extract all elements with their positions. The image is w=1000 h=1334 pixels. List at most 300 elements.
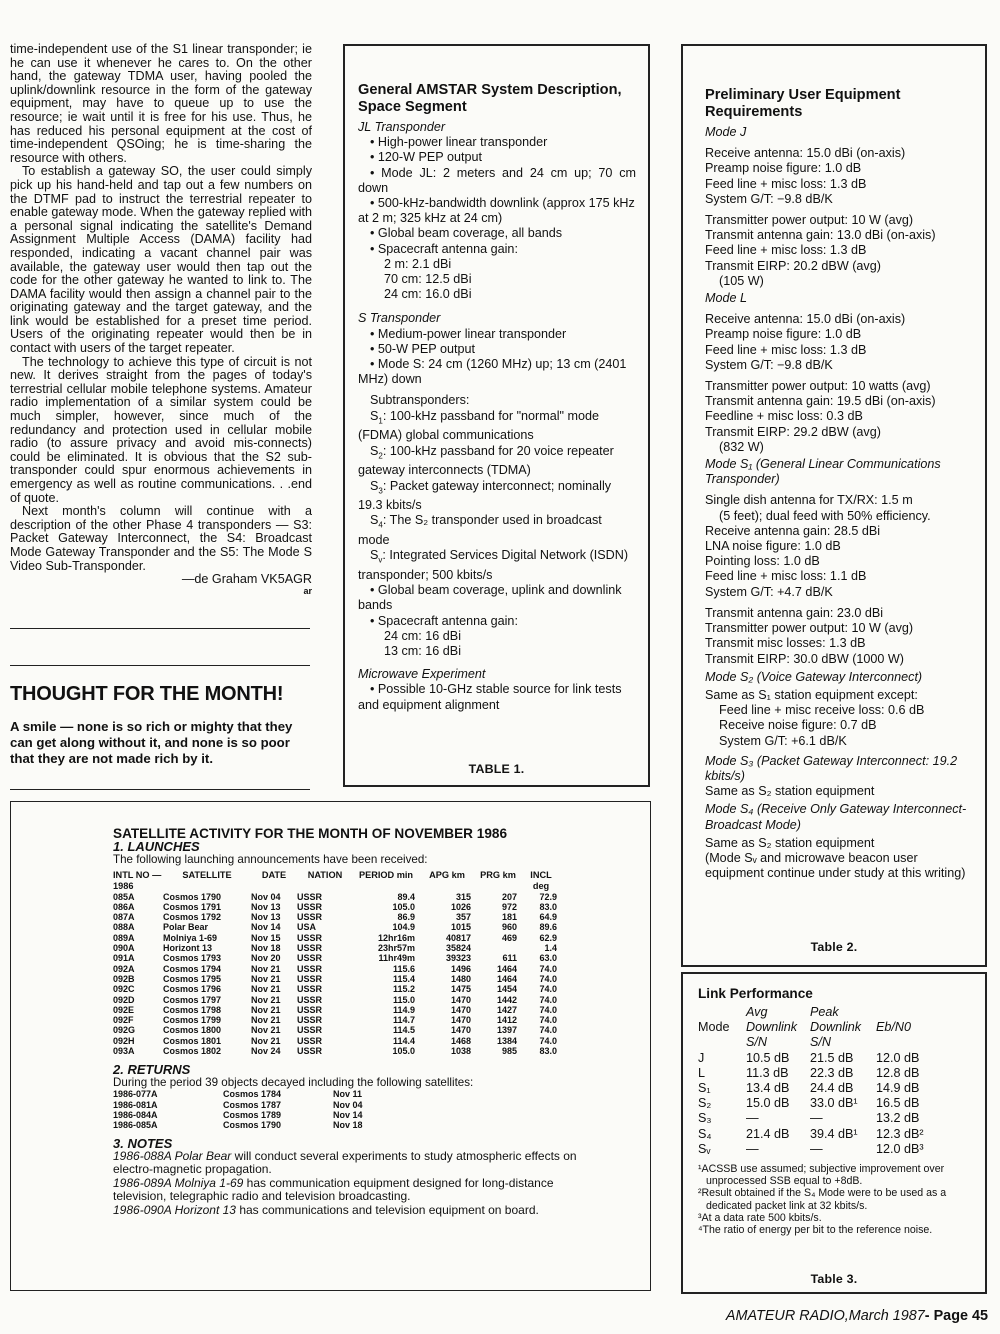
table-cell: Cosmos 1797 xyxy=(163,994,222,1005)
table-cell: 16.5 dB xyxy=(876,1096,920,1111)
list-item: • Possible 10-GHz stable source for link tests and equipment alignment xyxy=(358,682,622,712)
table1-caption: TABLE 1. xyxy=(468,762,525,776)
table-cell: S₁ xyxy=(698,1081,711,1096)
article-paragraph: The technology to achieve this type of circuit is not new. It derives straight from the pages of today's terrestrial cellular mobile telephone systems. Amateur radio implementation of a similar system could be much simpler, however, since much of the redundancy and protection used in cellular mobile radio (to assure privacy and avoid mis-connects) could be eliminated. It is obvious that the S2 sub-transponder could spur enormous achievements in emergency as well as routine communications. . .end of quote. xyxy=(10,354,312,505)
table-cell: 63.0 xyxy=(539,953,557,964)
table-cell: 23hr57m xyxy=(377,943,415,954)
table-cell: USSR xyxy=(297,891,323,902)
table-cell: 83.0 xyxy=(539,901,557,912)
list-item: • 500-kHz-bandwidth downlink (approx 175 kHz at 2 m; 325 kHz at 24 cm) xyxy=(358,196,635,226)
returns-table xyxy=(113,1089,393,1130)
table-cell: Cosmos 1794 xyxy=(163,963,222,974)
table-cell: Cosmos 1802 xyxy=(163,1046,222,1057)
spec-line: (5 feet); dual feed with 50% efficiency. xyxy=(719,508,931,523)
spec-line: Same as S₂ station equipment xyxy=(705,784,875,799)
spec-line: Feed line + misc loss: 1.1 dB xyxy=(705,569,867,584)
table-cell: 115.2 xyxy=(392,984,415,995)
spec-line: Transmit EIRP: 30.0 dBW (1000 W) xyxy=(705,651,904,666)
table-cell: 72.9 xyxy=(539,891,557,902)
table2-content xyxy=(705,87,973,881)
table-cell: 087A xyxy=(113,912,135,923)
note-text: will conduct several experiments to study atmospheric effects on electro-magnetic propagation. xyxy=(113,1148,577,1177)
spec-line: Transmit antenna gain: 19.5 dBi (on-axis) xyxy=(705,394,936,409)
table-cell: S₄ xyxy=(698,1126,712,1141)
table-cell: 39323 xyxy=(445,953,471,964)
table1-box xyxy=(343,44,650,787)
table-cell: 092F xyxy=(113,1015,134,1026)
spec-line: Transmitter power output: 10 watts (avg) xyxy=(705,379,931,394)
notes-heading: 3. NOTES xyxy=(113,1135,173,1151)
table-row xyxy=(113,933,561,943)
table-cell: 21.5 dB xyxy=(810,1050,854,1065)
table-cell: 1470 xyxy=(450,994,471,1005)
spec-line: Preamp noise figure: 1.0 dB xyxy=(705,161,862,176)
table-cell: 11hr49m xyxy=(378,953,415,964)
thought-body: A smile — none is so rich or mighty that they can get along without it, and none is so poor that they are not made rich by it. xyxy=(10,719,293,766)
table-cell: Nov 21 xyxy=(251,1035,281,1046)
table-cell: Nov 15 xyxy=(251,932,281,943)
table-cell: Nov 21 xyxy=(251,994,281,1005)
footnote: ³At a data rate 500 kbits/s. xyxy=(698,1211,822,1224)
table-cell: Cosmos 1789 xyxy=(223,1109,282,1120)
table-cell: 1015 xyxy=(450,922,471,933)
table3-title: Link Performance xyxy=(698,986,813,1001)
table-cell: USSR xyxy=(297,943,323,954)
spec-line: Feed line + misc loss: 1.3 dB xyxy=(705,342,867,357)
table-cell: 12.0 dB xyxy=(876,1050,920,1065)
launches-intro: The following launching announcements have been received: xyxy=(113,853,428,866)
table-header xyxy=(113,870,561,892)
article-paragraph: Next month's column will continue with a description of the other Phase 4 transponders — S3: Packet Gateway Interconnect, the S4: Broadcast Mode Gateway Transponder and the S5: The Mode S Video Sub-Transponder. xyxy=(10,504,312,573)
table-cell: 11.3 dB xyxy=(746,1065,789,1080)
table-row xyxy=(113,943,561,953)
table-header xyxy=(698,1020,924,1035)
table-cell: USSR xyxy=(297,963,323,974)
table-cell: Nov 21 xyxy=(251,1025,281,1036)
table-cell: USSR xyxy=(297,984,323,995)
table-cell: 74.0 xyxy=(539,1015,557,1026)
gain-value: 13 cm: 16 dBi xyxy=(384,644,462,659)
mode-l-heading: Mode L xyxy=(705,291,748,306)
table-cell: 1026 xyxy=(450,901,471,912)
table-cell: 74.0 xyxy=(539,1004,557,1015)
table-cell: 64.9 xyxy=(539,912,557,923)
spec-line: Transmit EIRP: 20.2 dBW (avg) xyxy=(705,258,881,273)
jl-heading: JL Transponder xyxy=(358,120,446,134)
header-cell: Eb/N0 xyxy=(876,1020,912,1035)
header-cell: Peak xyxy=(810,1005,839,1019)
table-cell: Nov 21 xyxy=(251,963,281,974)
table-cell: USSR xyxy=(297,953,323,964)
spec-line: System G/T: −9.8 dB/K xyxy=(705,191,833,206)
table-cell: 83.0 xyxy=(539,1046,557,1057)
table-cell: Nov 11 xyxy=(333,1089,363,1100)
table-cell: Nov 14 xyxy=(333,1109,363,1120)
table-cell: Cosmos 1798 xyxy=(163,1004,222,1015)
mw-heading: Microwave Experiment xyxy=(358,667,486,682)
spec-line: Feed line + misc receive loss: 0.6 dB xyxy=(719,703,925,718)
table-cell: 115.4 xyxy=(392,973,415,984)
table-cell: 1427 xyxy=(496,1004,517,1015)
gain-value: 24 cm: 16.0 dBi xyxy=(384,287,472,302)
table-cell: Nov 04 xyxy=(333,1099,363,1110)
spec-line: Transmit misc losses: 1.3 dB xyxy=(705,636,866,651)
table-cell: 74.0 xyxy=(539,963,557,974)
table-row xyxy=(113,964,561,974)
spec-line: Feedline + misc loss: 0.3 dB xyxy=(705,409,863,424)
table3-notes xyxy=(698,1163,978,1236)
header-cell: Avg xyxy=(746,1005,768,1019)
table-row xyxy=(113,892,561,902)
table-cell: USSR xyxy=(297,994,323,1005)
table-cell: USA xyxy=(297,922,317,933)
table-cell: 114.9 xyxy=(392,1004,415,1015)
table-cell: Polar Bear xyxy=(163,922,209,933)
table-cell: 12.0 dB³ xyxy=(876,1141,924,1156)
spec-line: System G/T: +6.1 dB/K xyxy=(719,733,847,748)
table-row xyxy=(113,902,561,912)
table-cell: S₂ xyxy=(698,1096,712,1111)
table-cell: 62.9 xyxy=(539,932,557,943)
header-cell xyxy=(698,1035,746,1050)
table-row xyxy=(113,1089,393,1099)
header-cell xyxy=(876,1035,924,1050)
table-cell: USSR xyxy=(297,1004,323,1015)
end-mark: ar xyxy=(303,585,312,596)
table-cell: 115.6 xyxy=(392,963,415,974)
mode-s1-heading: Mode S₁ (General Linear Communications Transponder) xyxy=(705,457,941,487)
table-row xyxy=(113,1025,561,1035)
list-item: • Medium-power linear transponder xyxy=(370,326,567,341)
table-cell: Cosmos 1796 xyxy=(163,984,222,995)
spec-line: Transmitter power output: 10 W (avg) xyxy=(705,213,914,228)
table-cell: 1468 xyxy=(450,1035,471,1046)
table-cell: Nov 24 xyxy=(251,1046,281,1057)
table-cell: 1986-085A xyxy=(113,1120,158,1131)
table-cell: 114.7 xyxy=(392,1015,415,1026)
spec-line: Transmit antenna gain: 23.0 dBi xyxy=(705,605,884,620)
table-cell: 357 xyxy=(455,912,471,923)
table-cell: Cosmos 1793 xyxy=(163,953,222,964)
table-cell: Cosmos 1792 xyxy=(163,912,222,923)
list-item: • 50-W PEP output xyxy=(370,341,475,356)
table-cell: 1986-084A xyxy=(113,1109,158,1120)
note-paragraph xyxy=(113,1150,583,1177)
mode-j-heading: Mode J xyxy=(705,125,747,139)
mode-s2-heading: Mode S₂ (Voice Gateway Interconnect) xyxy=(705,669,923,684)
table-cell: USSR xyxy=(297,1015,323,1026)
mode-s4-heading: Mode S₄ (Receive Only Gateway Interconnect-Broadcast Mode) xyxy=(705,802,967,832)
table-cell: 39.4 dB¹ xyxy=(810,1126,858,1141)
table-cell: 1986-077A xyxy=(113,1089,158,1100)
header-cell xyxy=(698,1005,746,1020)
spec-line: Single dish antenna for TX/RX: 1.5 m xyxy=(705,493,913,508)
table-cell: 1464 xyxy=(496,963,517,974)
table-cell: 1496 xyxy=(450,963,471,974)
note-lead: 1986-090A Horizont 13 xyxy=(113,1202,236,1217)
table-cell: 14.9 dB xyxy=(876,1081,920,1096)
subtransponder: $S_2$: 100-kHz passband for 20 voice repeater gateway interconnects (TDMA) xyxy=(358,443,614,478)
header-cell: S/N xyxy=(810,1035,831,1050)
header-cell: Mode xyxy=(698,1020,730,1035)
table-cell: S₃ xyxy=(698,1111,712,1126)
table-row xyxy=(113,1110,393,1120)
table-cell: Nov 21 xyxy=(251,973,281,984)
header-cell: INCL deg xyxy=(530,870,552,891)
table-cell: Nov 18 xyxy=(333,1120,363,1131)
page-footer xyxy=(726,1308,988,1324)
table-cell: 114.4 xyxy=(392,1035,415,1046)
table1-content xyxy=(358,82,636,713)
header-cell: PRG km xyxy=(480,870,516,880)
table-cell xyxy=(475,943,521,953)
link-table xyxy=(698,1005,924,1157)
table-cell: 105.0 xyxy=(392,1046,415,1057)
spec-line: Receive antenna: 15.0 dBi (on-axis) xyxy=(705,312,906,327)
list-item: • High-power linear transponder xyxy=(370,135,548,150)
table-cell: 611 xyxy=(502,953,517,964)
mode-s3-heading: Mode S₃ (Packet Gateway Interconnect: 19.2 kbits/s) xyxy=(705,753,958,783)
table-cell: 115.0 xyxy=(392,994,415,1005)
table-cell: 092G xyxy=(113,1025,136,1036)
header-cell: INTL NO —1986 xyxy=(113,870,162,891)
spec-line: Feed line + misc loss: 1.3 dB xyxy=(705,176,867,191)
spec-line: Receive antenna: 15.0 dBi (on-axis) xyxy=(705,146,906,161)
table-cell: 092H xyxy=(113,1035,135,1046)
table-cell: 207 xyxy=(501,891,517,902)
header-cell: DATE xyxy=(261,870,287,880)
subtransponders-heading: Subtransponders: xyxy=(370,393,470,408)
table-cell: 74.0 xyxy=(539,1025,557,1036)
header-cell: APG km xyxy=(429,870,465,880)
satellite-title: SATELLITE ACTIVITY FOR THE MONTH OF NOVEMBER 1986 xyxy=(113,826,507,841)
table-row xyxy=(698,1066,924,1081)
table-cell: 1464 xyxy=(496,973,517,984)
table-cell: 114.5 xyxy=(392,1025,415,1036)
table-cell: 092C xyxy=(113,984,135,995)
table-cell: 1397 xyxy=(496,1025,517,1036)
note-paragraph xyxy=(113,1177,583,1204)
table-cell: 12.8 dB xyxy=(876,1065,920,1080)
table-cell: 1442 xyxy=(496,994,517,1005)
divider xyxy=(10,628,310,629)
table-cell: USSR xyxy=(297,973,323,984)
header-cell: Downlink xyxy=(746,1020,798,1035)
table-cell: — xyxy=(746,1141,759,1156)
table-cell: Nov 21 xyxy=(251,984,281,995)
table-cell: 35824 xyxy=(445,943,471,954)
table-row xyxy=(113,1120,393,1130)
table-row xyxy=(698,1051,924,1066)
table-cell: 092A xyxy=(113,963,135,974)
table-cell: 24.4 dB xyxy=(810,1081,854,1096)
table-cell: Molniya 1-69 xyxy=(163,932,218,943)
header-cell: SATELLITE xyxy=(182,870,232,880)
table-cell: — xyxy=(810,1111,823,1126)
table-cell: Nov 13 xyxy=(251,901,281,912)
table-cell: 12.3 dB² xyxy=(876,1126,924,1141)
table-cell: 13.2 dB xyxy=(876,1111,920,1126)
subtransponder: $S_v$: Integrated Services Digital Network (ISDN) transponder; 500 kbits/s xyxy=(358,548,629,583)
spec-line: Same as S₁ station equipment except: xyxy=(705,687,918,702)
launch-table xyxy=(113,870,561,1056)
table-cell: 093A xyxy=(113,1046,135,1057)
table-row xyxy=(113,1015,561,1025)
note-paragraph xyxy=(113,1204,583,1218)
spec-line: Preamp noise figure: 1.0 dB xyxy=(705,327,862,342)
table-cell: 089A xyxy=(113,932,135,943)
satellite-box xyxy=(10,801,651,1291)
header-cell: PERIOD min xyxy=(358,870,414,880)
table-cell: 1470 xyxy=(450,1015,471,1026)
table-row xyxy=(698,1111,924,1126)
spec-line: LNA noise figure: 1.0 dB xyxy=(705,539,841,554)
table-cell: 960 xyxy=(501,922,517,933)
table-cell: 1475 xyxy=(450,984,471,995)
table-cell: Cosmos 1799 xyxy=(163,1015,222,1026)
list-item: • Mode JL: 2 meters and 24 cm up; 70 cm down xyxy=(358,165,636,195)
table-row xyxy=(113,922,561,932)
table-cell: 1986-081A xyxy=(113,1099,158,1110)
table1-title: General AMSTAR System Description, Space Segment xyxy=(358,82,622,115)
table-cell: 085A xyxy=(113,891,135,902)
table-cell: 086A xyxy=(113,901,135,912)
table-cell: — xyxy=(810,1141,823,1156)
table-cell: Cosmos 1790 xyxy=(163,891,222,902)
table-cell: 89.6 xyxy=(539,922,557,933)
table-cell: 86.9 xyxy=(397,912,415,923)
table-cell: 1.4 xyxy=(544,943,557,954)
table-cell: USSR xyxy=(297,1046,323,1057)
table-header xyxy=(698,1035,924,1050)
table-cell: Cosmos 1795 xyxy=(163,973,222,984)
table2-caption: Table 2. xyxy=(810,940,858,954)
subtransponder: $S_3$: Packet gateway interconnect; nominally 19.3 kbits/s xyxy=(358,478,612,513)
spec-line: Receive noise figure: 0.7 dB xyxy=(719,718,877,733)
table-cell: J xyxy=(698,1050,705,1065)
subtransponder: $S_1$: 100-kHz passband for "normal" mode (FDMA) global communications xyxy=(358,408,600,443)
gain-value: 70 cm: 12.5 dBi xyxy=(384,272,472,287)
spec-line: Transmit EIRP: 29.2 dBW (avg) xyxy=(705,424,881,439)
table-cell: Cosmos 1787 xyxy=(223,1099,282,1110)
table-cell: USSR xyxy=(297,1025,323,1036)
table-cell: 74.0 xyxy=(539,973,557,984)
table-cell: USSR xyxy=(297,1035,323,1046)
table-row xyxy=(698,1127,924,1142)
spec-line: Pointing loss: 1.0 dB xyxy=(705,554,820,569)
table-cell: 088A xyxy=(113,922,135,933)
table-row xyxy=(113,1036,561,1046)
table-cell: Nov 04 xyxy=(251,891,281,902)
table-cell: Nov 18 xyxy=(251,943,281,954)
table-cell: 74.0 xyxy=(539,994,557,1005)
table-cell: 40817 xyxy=(445,932,471,943)
table-cell: 12hr16m xyxy=(377,932,415,943)
table-cell: 1470 xyxy=(450,1025,471,1036)
table-cell: 21.4 dB xyxy=(746,1126,790,1141)
table-cell: L xyxy=(698,1065,706,1080)
s-heading: S Transponder xyxy=(358,311,441,326)
spec-line: (832 W) xyxy=(719,439,764,454)
table-cell: 1038 xyxy=(450,1046,471,1057)
table-cell: Nov 14 xyxy=(251,922,281,933)
spec-line: Same as S₂ station equipment xyxy=(705,835,875,850)
note-text: has communication equipment designed for long-distance television, telegraphic radio and television broadcasting. xyxy=(113,1175,554,1204)
table-cell: 985 xyxy=(501,1046,517,1057)
list-item: • Spacecraft antenna gain: xyxy=(370,241,518,256)
table-row xyxy=(113,984,561,994)
returns-intro: During the period 39 objects decayed including the following satellites: xyxy=(113,1076,474,1090)
header-cell: S/N xyxy=(746,1035,767,1050)
table-cell: 1384 xyxy=(496,1035,517,1046)
table-cell: 33.0 dB¹ xyxy=(810,1096,858,1111)
header-cell: NATION xyxy=(307,870,343,880)
table-cell: 104.9 xyxy=(392,922,415,933)
note-text: has communications and television equipment on board. xyxy=(235,1202,539,1217)
table-cell: 13.4 dB xyxy=(746,1081,790,1096)
table-cell: Horizont 13 xyxy=(163,943,213,954)
table-row xyxy=(698,1142,924,1157)
table-cell: Nov 20 xyxy=(251,953,281,964)
satellite-notes xyxy=(113,1150,583,1218)
table-cell: 091A xyxy=(113,953,135,964)
launches-heading: 1. LAUNCHES xyxy=(113,839,200,854)
table-cell: Nov 13 xyxy=(251,912,281,923)
subtransponder: $S_4$: The S₂ transponder used in broadcast mode xyxy=(358,513,602,548)
table-cell: Cosmos 1791 xyxy=(163,901,222,912)
returns-heading: 2. RETURNS xyxy=(113,1062,191,1078)
table-cell: 105.0 xyxy=(392,901,415,912)
spec-line: (105 W) xyxy=(719,273,764,288)
table-row xyxy=(113,1100,393,1110)
table-cell: 74.0 xyxy=(539,1035,557,1046)
table-cell: 74.0 xyxy=(539,984,557,995)
table-cell: USSR xyxy=(297,932,323,943)
table-row xyxy=(113,995,561,1005)
spec-line: System G/T: −9.8 dB/K xyxy=(705,357,833,372)
table-cell: 315 xyxy=(455,891,471,902)
table-cell: 092B xyxy=(113,973,135,984)
table-cell: USSR xyxy=(297,912,323,923)
spec-line: Transmitter power output: 10 W (avg) xyxy=(705,621,914,636)
header-cell: Downlink xyxy=(810,1020,862,1035)
table-cell: 1412 xyxy=(496,1015,517,1026)
article-paragraph: To establish a gateway SO, the user could simply pick up his hand-held and tap out a few numbers on the DTMF pad to instruct the terrestrial repeater to enable gateway mode. When the gateway replied with a personal signal indicating the satellite's Demand Assignment Multiple Access (DAMA) facility had responded, indicating a vacant channel pair was available, the gateway user would then tap out the code for the other gateway he wanted to link to. The DAMA facility would then assign a channel pair to the originating gateway and the target gateway, and the link would be established for a preset time period. Users of the originating repeater would then be in contact with users of the target repeater. xyxy=(10,164,312,356)
table-cell: 89.4 xyxy=(397,891,415,902)
table-header xyxy=(698,1005,924,1020)
table-cell: 181 xyxy=(501,912,517,923)
spec-line: System G/T: +4.7 dB/K xyxy=(705,584,833,599)
table-cell: 10.5 dB xyxy=(746,1050,790,1065)
spec-line: (Mode Sᵥ and microwave beacon user equipment continue under study at this writing) xyxy=(705,850,966,881)
table-cell: 092E xyxy=(113,1004,135,1015)
table-cell: 22.3 dB xyxy=(810,1065,854,1080)
table-cell: Cosmos 1790 xyxy=(223,1120,282,1131)
spec-line: Feed line + misc loss: 1.3 dB xyxy=(705,243,867,258)
table-cell: 972 xyxy=(501,901,517,912)
note-lead: 1986-089A Molniya 1-69 xyxy=(113,1175,244,1190)
table2-title: Preliminary User Equipment Requirements xyxy=(705,87,901,120)
footer-page: - Page 45 xyxy=(924,1308,988,1324)
table-row xyxy=(698,1081,924,1096)
footer-magazine: AMATEUR RADIO, xyxy=(725,1308,849,1324)
table-cell: 469 xyxy=(501,932,517,943)
footnote: ²Result obtained if the S₄ Mode were to be used as a dedicated packet link at 32 kbits/s. xyxy=(698,1187,947,1212)
table-row xyxy=(113,1005,561,1015)
table-cell: 15.0 dB xyxy=(746,1096,790,1111)
article-paragraph: time-independent use of the S1 linear transponder; ie he can use it whenever he cares to. On the other hand, the gateway TDMA user, having pooled the uplink/downlink resource in the form of the gateway equipment, may have to queue up to use the resource; ie wait until it is free for his use. Thus, he has reduced his personal equipment at the cost of time-independent QSOing; he is time-sharing the resource with others. xyxy=(10,42,312,165)
list-item: • 120-W PEP output xyxy=(370,150,482,165)
